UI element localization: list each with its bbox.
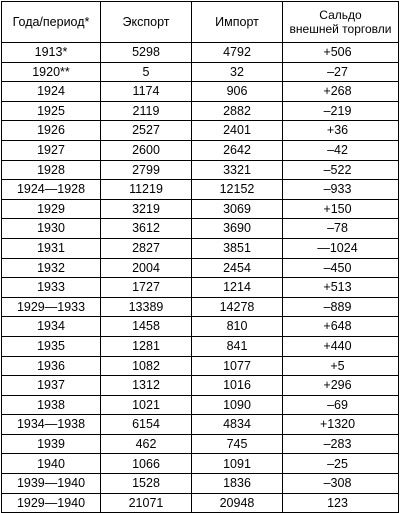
cell-export: 5298 xyxy=(101,43,192,63)
cell-period: 1929—1940 xyxy=(2,493,101,513)
cell-import: 1016 xyxy=(192,376,283,396)
cell-import: 810 xyxy=(192,317,283,337)
cell-export: 3612 xyxy=(101,219,192,239)
cell-import: 1836 xyxy=(192,474,283,494)
cell-export: 1727 xyxy=(101,278,192,298)
cell-period: 1940 xyxy=(2,454,101,474)
cell-balance: +440 xyxy=(283,336,399,356)
table-row xyxy=(2,62,399,82)
cell-export: 1312 xyxy=(101,376,192,396)
cell-balance: —1024 xyxy=(283,238,399,258)
cell-export: 2600 xyxy=(101,140,192,160)
cell-import: 3069 xyxy=(192,199,283,219)
table-row xyxy=(2,258,399,278)
cell-import: 1077 xyxy=(192,356,283,376)
cell-balance: –889 xyxy=(283,297,399,317)
table-row xyxy=(2,454,399,474)
table-row xyxy=(2,101,399,121)
cell-export: 2004 xyxy=(101,258,192,278)
cell-period: 1924 xyxy=(2,82,101,102)
table-row xyxy=(2,356,399,376)
cell-balance: +1320 xyxy=(283,415,399,435)
cell-import: 906 xyxy=(192,82,283,102)
cell-import: 2642 xyxy=(192,140,283,160)
cell-period: 1935 xyxy=(2,336,101,356)
cell-period: 1934 xyxy=(2,317,101,337)
cell-import: 745 xyxy=(192,434,283,454)
cell-import: 1090 xyxy=(192,395,283,415)
cell-balance: +36 xyxy=(283,121,399,141)
table-row xyxy=(2,297,399,317)
table-row xyxy=(2,474,399,494)
table-row xyxy=(2,395,399,415)
cell-balance: –933 xyxy=(283,180,399,200)
cell-period: 1925 xyxy=(2,101,101,121)
table-row xyxy=(2,238,399,258)
cell-balance: +513 xyxy=(283,278,399,298)
cell-period: 1937 xyxy=(2,376,101,396)
cell-export: 6154 xyxy=(101,415,192,435)
cell-export: 1066 xyxy=(101,454,192,474)
cell-balance: +5 xyxy=(283,356,399,376)
cell-period: 1930 xyxy=(2,219,101,239)
header-row xyxy=(2,2,399,43)
header-period: Года/период* xyxy=(2,2,101,43)
cell-balance: +506 xyxy=(283,43,399,63)
cell-period: 1928 xyxy=(2,160,101,180)
cell-balance: 123 xyxy=(283,493,399,513)
table-body xyxy=(2,43,399,513)
cell-period: 1929—1933 xyxy=(2,297,101,317)
cell-period: 1936 xyxy=(2,356,101,376)
cell-import: 2882 xyxy=(192,101,283,121)
table-row xyxy=(2,43,399,63)
cell-period: 1927 xyxy=(2,140,101,160)
cell-export: 2799 xyxy=(101,160,192,180)
cell-period: 1938 xyxy=(2,395,101,415)
cell-import: 4792 xyxy=(192,43,283,63)
table-row xyxy=(2,199,399,219)
header-export: Экспорт xyxy=(101,2,192,43)
cell-import: 3851 xyxy=(192,238,283,258)
table-row xyxy=(2,336,399,356)
cell-balance: –219 xyxy=(283,101,399,121)
cell-balance: –308 xyxy=(283,474,399,494)
header-import: Импорт xyxy=(192,2,283,43)
cell-import: 2401 xyxy=(192,121,283,141)
table-header xyxy=(2,2,399,43)
table-row xyxy=(2,317,399,337)
table-row xyxy=(2,219,399,239)
table-row xyxy=(2,82,399,102)
cell-export: 5 xyxy=(101,62,192,82)
trade-table xyxy=(1,1,399,513)
cell-period: 1932 xyxy=(2,258,101,278)
cell-import: 12152 xyxy=(192,180,283,200)
table-row xyxy=(2,160,399,180)
cell-balance: –42 xyxy=(283,140,399,160)
cell-balance: –283 xyxy=(283,434,399,454)
cell-period: 1929 xyxy=(2,199,101,219)
cell-period: 1939 xyxy=(2,434,101,454)
cell-export: 1281 xyxy=(101,336,192,356)
cell-balance: +268 xyxy=(283,82,399,102)
header-balance-line2: внешней торговли xyxy=(289,22,392,36)
cell-balance: –27 xyxy=(283,62,399,82)
table-row xyxy=(2,278,399,298)
cell-export: 462 xyxy=(101,434,192,454)
table-row xyxy=(2,121,399,141)
cell-import: 841 xyxy=(192,336,283,356)
table-row xyxy=(2,493,399,513)
cell-import: 3321 xyxy=(192,160,283,180)
cell-balance: +150 xyxy=(283,199,399,219)
cell-import: 1214 xyxy=(192,278,283,298)
cell-balance: –450 xyxy=(283,258,399,278)
cell-balance: –69 xyxy=(283,395,399,415)
cell-balance: +296 xyxy=(283,376,399,396)
cell-period: 1933 xyxy=(2,278,101,298)
cell-export: 3219 xyxy=(101,199,192,219)
cell-import: 1091 xyxy=(192,454,283,474)
cell-period: 1926 xyxy=(2,121,101,141)
table-row xyxy=(2,376,399,396)
cell-export: 13389 xyxy=(101,297,192,317)
cell-balance: –25 xyxy=(283,454,399,474)
cell-export: 21071 xyxy=(101,493,192,513)
cell-export: 2827 xyxy=(101,238,192,258)
cell-period: 1934—1938 xyxy=(2,415,101,435)
cell-period: 1920** xyxy=(2,62,101,82)
cell-import: 3690 xyxy=(192,219,283,239)
cell-balance: –78 xyxy=(283,219,399,239)
cell-import: 20948 xyxy=(192,493,283,513)
cell-import: 2454 xyxy=(192,258,283,278)
cell-export: 1458 xyxy=(101,317,192,337)
cell-period: 1924—1928 xyxy=(2,180,101,200)
cell-export: 1082 xyxy=(101,356,192,376)
cell-export: 1021 xyxy=(101,395,192,415)
cell-period: 1939—1940 xyxy=(2,474,101,494)
cell-export: 11219 xyxy=(101,180,192,200)
cell-balance: –522 xyxy=(283,160,399,180)
table-row xyxy=(2,180,399,200)
cell-export: 1174 xyxy=(101,82,192,102)
header-balance-line1: Сальдо xyxy=(319,8,362,22)
table-row xyxy=(2,415,399,435)
cell-import: 32 xyxy=(192,62,283,82)
table-row xyxy=(2,140,399,160)
cell-period: 1931 xyxy=(2,238,101,258)
cell-import: 4834 xyxy=(192,415,283,435)
cell-export: 1528 xyxy=(101,474,192,494)
cell-period: 1913* xyxy=(2,43,101,63)
cell-import: 14278 xyxy=(192,297,283,317)
cell-balance: +648 xyxy=(283,317,399,337)
cell-export: 2527 xyxy=(101,121,192,141)
header-balance xyxy=(283,2,399,43)
table-row xyxy=(2,434,399,454)
cell-export: 2119 xyxy=(101,101,192,121)
